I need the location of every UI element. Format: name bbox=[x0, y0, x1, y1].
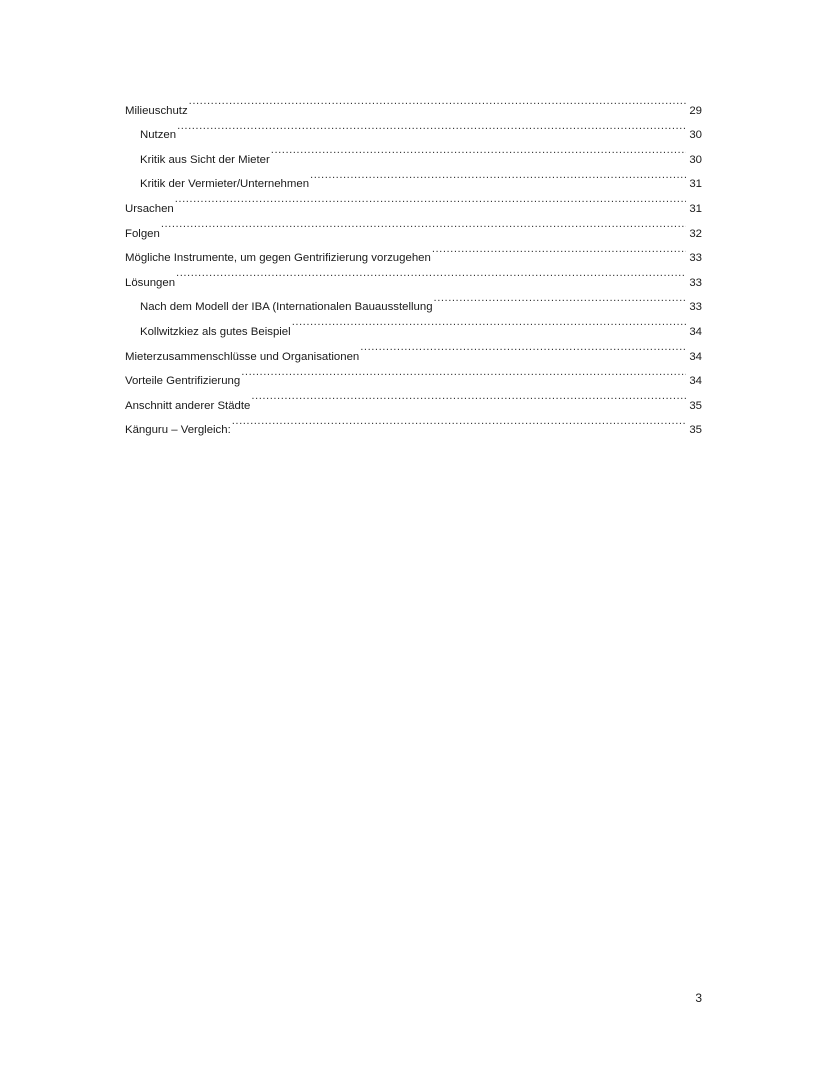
toc-dot-leader bbox=[176, 261, 686, 286]
toc-entry-title: Mögliche Instrumente, um gegen Gentrifizierung vorzugehen bbox=[125, 252, 431, 265]
toc-entry[interactable] bbox=[125, 138, 702, 166]
toc-entry[interactable] bbox=[125, 187, 702, 215]
toc-dot-leader bbox=[310, 163, 686, 188]
toc-entry-page: 31 bbox=[689, 178, 702, 191]
page-number: 3 bbox=[695, 991, 702, 1005]
toc-entry-page: 35 bbox=[689, 399, 702, 412]
toc-entry-title: Nutzen bbox=[140, 129, 177, 142]
toc-entry-title: Ursachen bbox=[125, 202, 174, 215]
toc-dot-leader bbox=[175, 187, 687, 212]
toc-dot-leader bbox=[360, 335, 686, 360]
toc-entry-page: 33 bbox=[689, 301, 702, 314]
toc-entry[interactable] bbox=[125, 237, 702, 265]
toc-dot-leader bbox=[241, 360, 686, 385]
toc-dot-leader bbox=[177, 114, 686, 139]
toc-dot-leader bbox=[432, 237, 687, 262]
toc-entry-page: 30 bbox=[689, 129, 702, 142]
toc-entry-title: Folgen bbox=[125, 227, 160, 240]
toc-entry-title: Vorteile Gentrifizierung bbox=[125, 375, 241, 388]
toc-dot-leader bbox=[271, 138, 687, 163]
toc-entry-title: Mieterzusammenschlüsse und Organisationen bbox=[125, 350, 360, 363]
toc-dot-leader bbox=[251, 384, 686, 409]
toc-entry-page: 29 bbox=[689, 104, 702, 117]
toc-entry-title: Lösungen bbox=[125, 276, 176, 289]
toc-entry-page: 34 bbox=[689, 325, 702, 338]
toc-entry-page: 34 bbox=[689, 375, 702, 388]
toc-entry-title: Kritik aus Sicht der Mieter bbox=[140, 153, 270, 166]
toc-entry-page: 33 bbox=[689, 276, 702, 289]
toc-dot-leader bbox=[189, 89, 687, 114]
toc-entry[interactable] bbox=[125, 114, 702, 142]
toc-entry[interactable] bbox=[125, 89, 702, 117]
toc-entry[interactable] bbox=[125, 212, 702, 240]
toc-entry[interactable] bbox=[125, 286, 702, 314]
toc-entry-title: Känguru – Vergleich: bbox=[125, 424, 231, 437]
toc-dot-leader bbox=[161, 212, 686, 237]
toc-entry-title: Milieuschutz bbox=[125, 104, 188, 117]
toc-entry[interactable] bbox=[125, 261, 702, 289]
toc-entry-title: Nach dem Modell der IBA (Internationalen Bauausstellung bbox=[140, 301, 433, 314]
toc-entry-page: 34 bbox=[689, 350, 702, 363]
toc-entry-page: 32 bbox=[689, 227, 702, 240]
toc-entry-title: Kollwitzkiez als gutes Beispiel bbox=[140, 325, 291, 338]
toc-entry-title: Kritik der Vermieter/Unternehmen bbox=[140, 178, 310, 191]
table-of-contents bbox=[125, 89, 702, 437]
toc-entry-title: Anschnitt anderer Städte bbox=[125, 399, 251, 412]
toc-entry-page: 35 bbox=[689, 424, 702, 437]
toc-entry-page: 30 bbox=[689, 153, 702, 166]
toc-dot-leader bbox=[292, 310, 687, 335]
toc-entry-page: 31 bbox=[689, 202, 702, 215]
toc-dot-leader bbox=[434, 286, 687, 311]
toc-dot-leader bbox=[232, 409, 687, 434]
toc-entry-page: 33 bbox=[689, 252, 702, 265]
